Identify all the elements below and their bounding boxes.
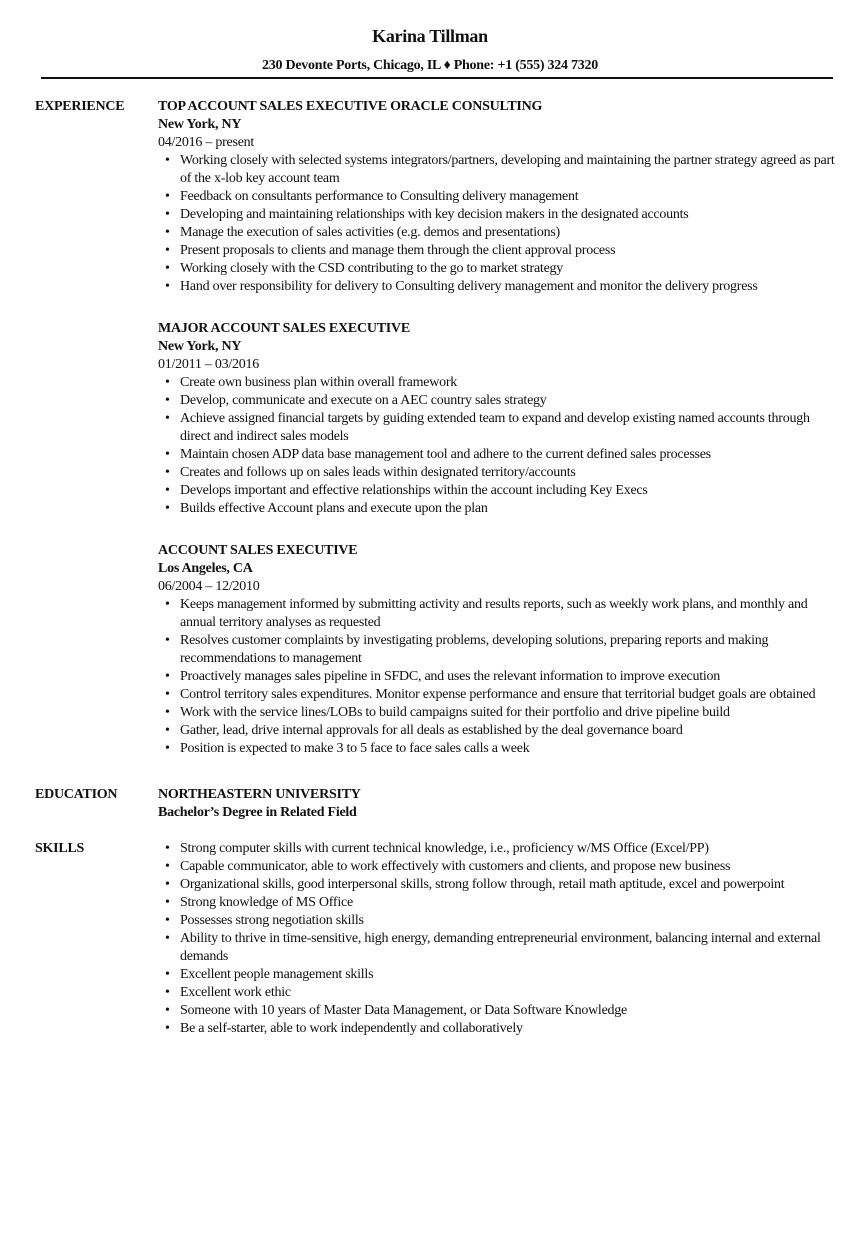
- bullet-item: • Present proposals to clients and manage them through the client approval process: [158, 242, 835, 260]
- job-entry: [158, 542, 835, 758]
- section-label: EDUCATION: [35, 787, 118, 802]
- skills-list: [158, 840, 835, 1038]
- candidate-name: Karina Tillman: [372, 26, 488, 46]
- skill-item: • Someone with 10 years of Master Data Management, or Data Software Knowledge: [158, 1002, 835, 1020]
- bullet-item: • Creates and follows up on sales leads within designated territory/accounts: [158, 464, 835, 482]
- job-location: New York, NY: [158, 117, 242, 132]
- skill-item: • Possesses strong negotiation skills: [158, 912, 835, 930]
- bullet-item: • Keeps management informed by submitting activity and results reports, such as weekly work plans, and monthly and annual territory analyses as requested: [158, 596, 835, 632]
- skill-item: • Excellent people management skills: [158, 966, 835, 984]
- bullet-item: • Hand over responsibility for delivery to Consulting delivery management and monitor the delivery progress: [158, 278, 835, 296]
- experience-section: [35, 98, 835, 758]
- bullet-item: • Work with the service lines/LOBs to build campaigns suited for their portfolio and drive pipeline build: [158, 704, 835, 722]
- education-section: [35, 786, 835, 822]
- job-location: New York, NY: [158, 339, 242, 354]
- bullet-item: • Develops important and effective relationships within the account including Key Execs: [158, 482, 835, 500]
- skill-item: • Organizational skills, good interpersonal skills, strong follow through, retail math aptitude, excel and powerpoint: [158, 876, 835, 894]
- bullet-item: • Control territory sales expenditures. Monitor expense performance and ensure that territorial budget goals are obtained: [158, 686, 835, 704]
- skills-section: [35, 840, 835, 1038]
- contact-line: 230 Devonte Ports, Chicago, IL ♦ Phone: +1 (555) 324 7320: [261, 58, 599, 73]
- skill-item: • Be a self-starter, able to work independently and collaboratively: [158, 1020, 835, 1038]
- job-entry: [158, 98, 835, 296]
- education-entry: [158, 786, 835, 822]
- degree: Bachelor’s Degree in Related Field: [158, 805, 357, 820]
- job-title: MAJOR ACCOUNT SALES EXECUTIVE: [158, 321, 410, 336]
- job-title: TOP ACCOUNT SALES EXECUTIVE ORACLE CONSULTING: [158, 99, 543, 114]
- bullet-item: • Proactively manages sales pipeline in SFDC, and uses the relevant information to improve execution: [158, 668, 835, 686]
- bullet-item: • Feedback on consultants performance to Consulting delivery management: [158, 188, 835, 206]
- skill-item: • Strong computer skills with current technical knowledge, i.e., proficiency w/MS Office (Excel/PP): [158, 840, 835, 858]
- section-label: SKILLS: [35, 841, 85, 856]
- resume-body: [35, 98, 835, 1038]
- bullet-item: • Create own business plan within overall framework: [158, 374, 835, 392]
- skill-item: • Excellent work ethic: [158, 984, 835, 1002]
- bullet-item: • Gather, lead, drive internal approvals for all deals as established by the deal governance board: [158, 722, 835, 740]
- job-entry: [158, 320, 835, 518]
- bullet-item: • Achieve assigned financial targets by guiding extended team to expand and develop existing named accounts through direct and indirect sales models: [158, 410, 835, 446]
- job-bullets: [158, 374, 835, 518]
- job-title: ACCOUNT SALES EXECUTIVE: [158, 543, 358, 558]
- bullet-item: • Maintain chosen ADP data base management tool and adhere to the current defined sales processes: [158, 446, 835, 464]
- section-label: EXPERIENCE: [35, 99, 125, 114]
- job-bullets: [158, 152, 835, 296]
- bullet-item: • Builds effective Account plans and execute upon the plan: [158, 500, 835, 518]
- job-bullets: [158, 596, 835, 758]
- job-list: [158, 98, 835, 758]
- skills-content: [158, 840, 835, 1038]
- skill-item: • Ability to thrive in time-sensitive, high energy, demanding entrepreneurial environment, balancing internal and external demands: [158, 930, 835, 966]
- skill-item: • Capable communicator, able to work effectively with customers and clients, and propose new business: [158, 858, 835, 876]
- bullet-item: • Working closely with the CSD contributing to the go to market strategy: [158, 260, 835, 278]
- job-dates: 01/2011 – 03/2016: [158, 357, 260, 372]
- bullet-item: • Develop, communicate and execute on a AEC country sales strategy: [158, 392, 835, 410]
- job-location: Los Angeles, CA: [158, 561, 253, 576]
- bullet-item: • Developing and maintaining relationships with key decision makers in the designated accounts: [158, 206, 835, 224]
- bullet-item: • Working closely with selected systems integrators/partners, developing and maintaining the partner strategy agreed as part of the x-lob key account team: [158, 152, 835, 188]
- skill-item: • Strong knowledge of MS Office: [158, 894, 835, 912]
- bullet-item: • Resolves customer complaints by investigating problems, developing solutions, preparing reports and making recommendations to management: [158, 632, 835, 668]
- header-divider: [41, 77, 833, 79]
- bullet-item: • Manage the execution of sales activities (e.g. demos and presentations): [158, 224, 835, 242]
- job-dates: 06/2004 – 12/2010: [158, 579, 260, 594]
- job-dates: 04/2016 – present: [158, 135, 255, 150]
- bullet-item: • Position is expected to make 3 to 5 face to face sales calls a week: [158, 740, 835, 758]
- school-name: NORTHEASTERN UNIVERSITY: [158, 787, 361, 802]
